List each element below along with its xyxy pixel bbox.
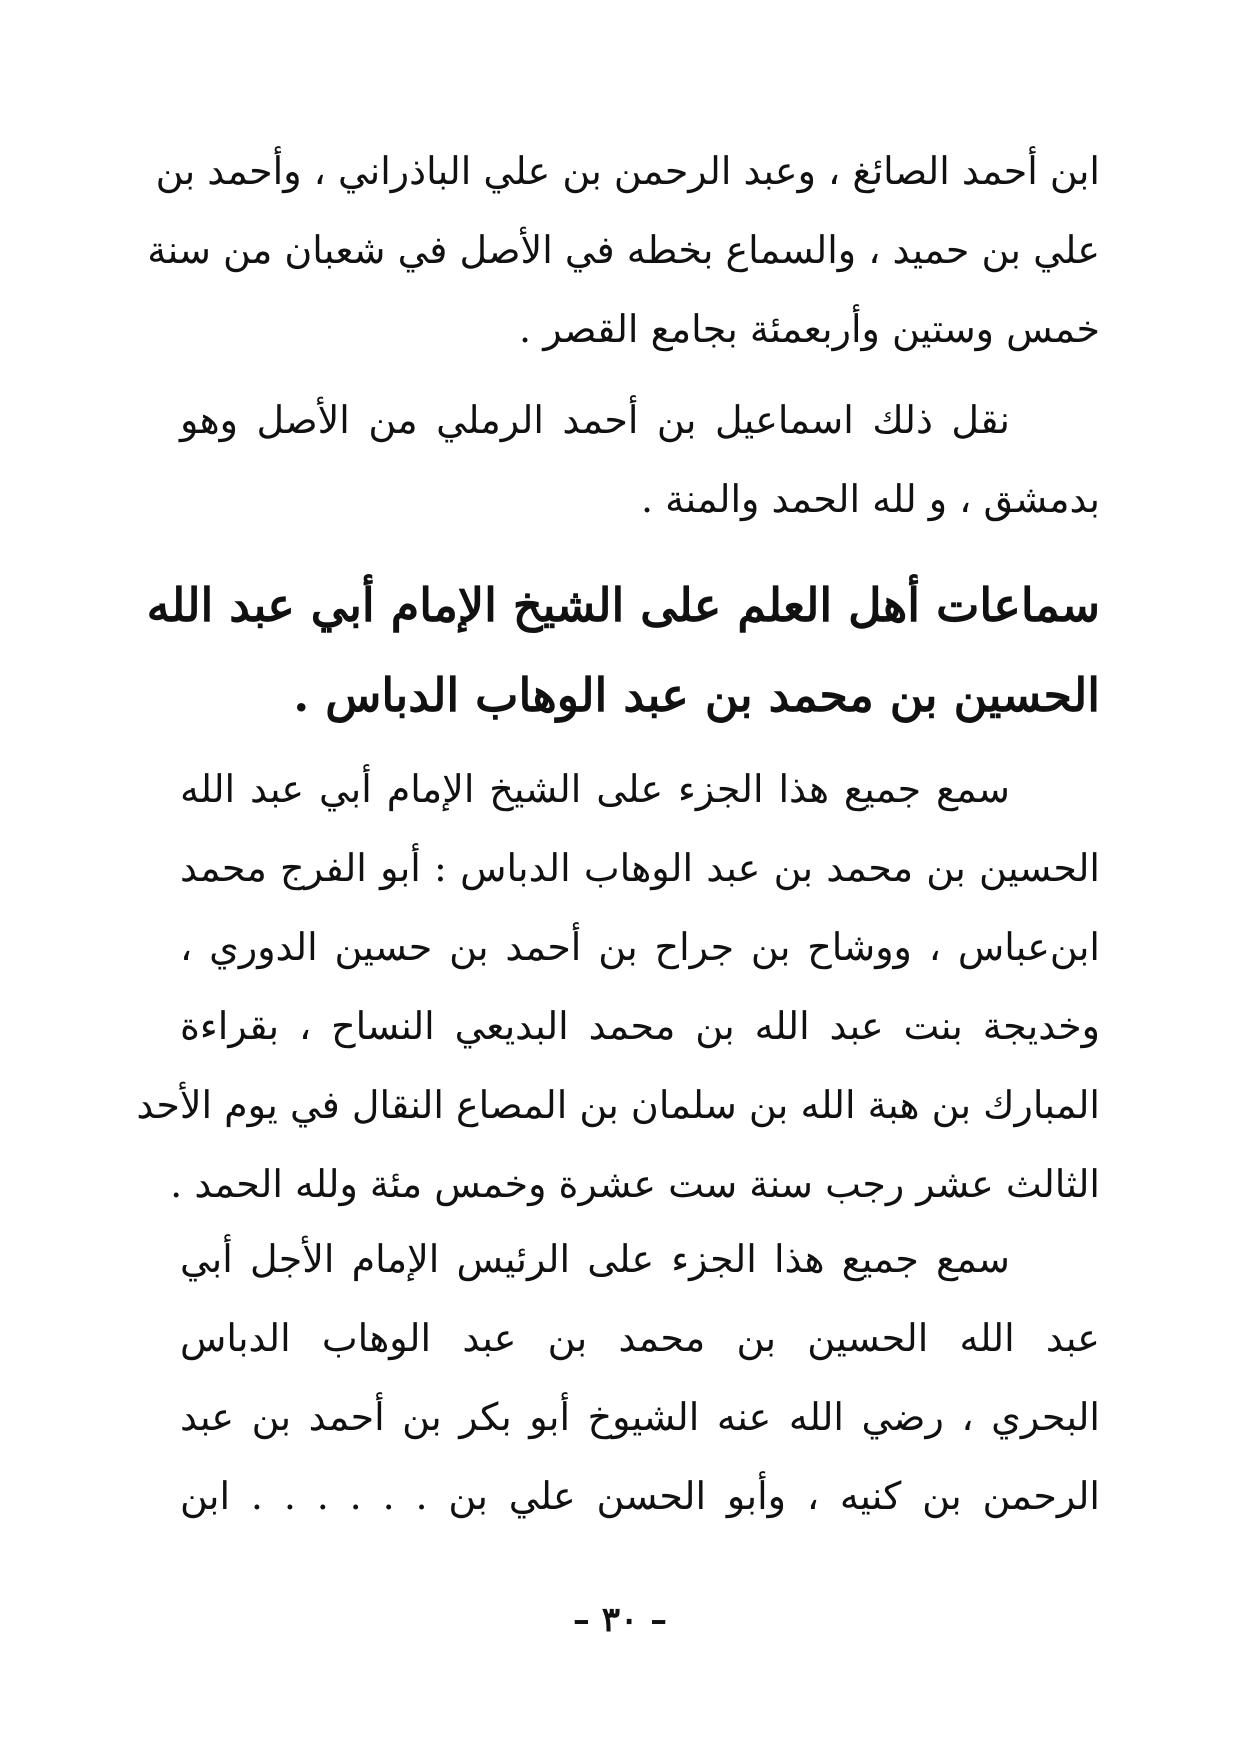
- text-line: علي بن حميد ، والسماع بخطه في الأصل في شعبان من سنة: [147, 228, 1100, 272]
- text-line: بدمشق ، و لله الحمد والمنة .: [640, 477, 1100, 521]
- text-line: ابن‌عباس ، ووشاح بن جراح بن أحمد بن حسين الدوري ،: [180, 925, 1100, 969]
- heading-line: سماعات أهل العلم على الشيخ الإمام أبي عبد الله: [146, 578, 1100, 632]
- text-line: سمع جميع هذا الجزء على الشيخ الإمام أبي عبد الله: [180, 767, 1010, 811]
- heading-line: الحسين بن محمد بن عبد الوهاب الدباس .: [293, 668, 1100, 722]
- text-line: عبد الله الحسين بن محمد بن عبد الوهاب الدباس: [180, 1316, 1100, 1360]
- text-line: وخديجة بنت عبد الله بن محمد البديعي النساح ، بقراءة: [180, 1004, 1100, 1048]
- text-line: الرحمن بن كنيه ، وأبو الحسن علي بن . . . . . . ابن: [180, 1474, 1100, 1518]
- paragraph-4: [180, 1220, 1100, 1536]
- text-line: سمع جميع هذا الجزء على الرئيس الإمام الأجل أبي: [180, 1237, 1010, 1281]
- section-heading: [146, 560, 1100, 740]
- text-line: ابن أحمد الصائغ ، وعبد الرحمن بن علي الباذراني ، وأحمد بن: [155, 149, 1100, 193]
- text-line: الثالث عشر رجب سنة ست عشرة وخمس مئة ولله الحمد .: [170, 1162, 1100, 1206]
- paragraph-1: [147, 132, 1100, 369]
- page-number: – ٣٠ –: [572, 1600, 668, 1640]
- paragraph-3: [136, 750, 1100, 1224]
- text-line: البحري ، رضي الله عنه الشيوخ أبو بكر بن أحمد بن عبد: [180, 1395, 1100, 1439]
- text-line: نقل ذلك اسماعيل بن أحمد الرملي من الأصل وهو: [180, 398, 1010, 442]
- text-line: المبارك بن هبة الله بن سلمان بن المصاع النقال في يوم الأحد: [136, 1083, 1100, 1127]
- paragraph-2: [180, 381, 1100, 539]
- text-line: خمس وستين وأربعمئة بجامع القصر .: [519, 307, 1100, 351]
- text-line: الحسين بن محمد بن عبد الوهاب الدباس : أبو الفرج محمد: [180, 846, 1100, 890]
